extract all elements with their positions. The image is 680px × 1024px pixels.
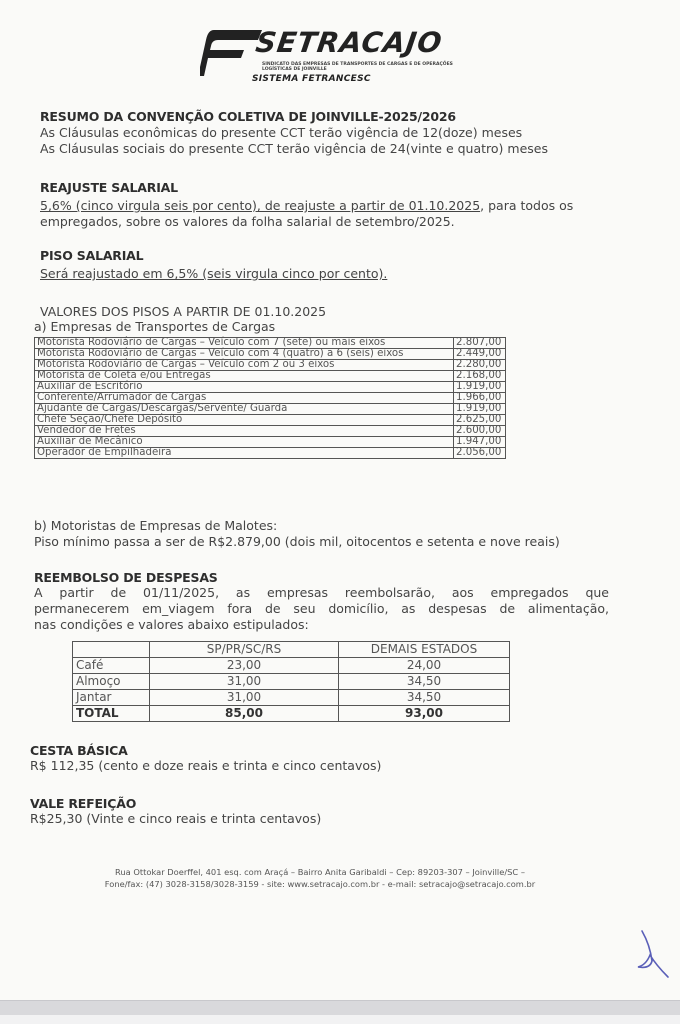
reembolso-table	[72, 641, 510, 722]
piso-role: Motorista Rodoviário de Cargas – Veículo com 2 ou 3 eixos	[35, 360, 454, 371]
piso-row	[35, 448, 506, 459]
piso-row	[35, 426, 506, 437]
valores-heading: VALORES DOS PISOS A PARTIR DE 01.10.2025	[40, 304, 327, 319]
piso-value: 1.947,00	[454, 437, 506, 448]
piso-row	[35, 371, 506, 382]
piso-text: Será reajustado em 6,5% (seis virgula cinco por cento).	[40, 266, 388, 281]
piso-value: 2.600,00	[454, 426, 506, 437]
piso-section	[40, 248, 387, 282]
viewer-bottom-strip	[0, 1015, 680, 1024]
setracajo-logo	[200, 18, 480, 88]
piso-row	[35, 415, 506, 426]
meal-label: Café	[73, 658, 150, 674]
reembolso-header-sul: SP/PR/SC/RS	[150, 642, 339, 658]
piso-row	[35, 393, 506, 404]
piso-value: 1.966,00	[454, 393, 506, 404]
reembolso-header-row	[73, 642, 510, 658]
piso-value: 2.449,00	[454, 349, 506, 360]
reembolso-section	[34, 570, 609, 633]
vale-heading: VALE REFEIÇÃO	[30, 796, 137, 811]
valores-section	[40, 304, 326, 320]
logo-f-mark-icon	[200, 26, 262, 78]
meal-label: Almoço	[73, 674, 150, 690]
piso-role: Motorista de Coleta e/ou Entregas	[35, 371, 454, 382]
cesta-heading: CESTA BÁSICA	[30, 743, 128, 758]
footer-address: Rua Ottokar Doerffel, 401 esq. com Araçá – Bairro Anita Garibaldi – Cep: 89203-307 – Joinville/SC –	[115, 867, 525, 877]
malotes-text: Piso mínimo passa a ser de R$2.879,00 (dois mil, oitocentos e setenta e nove reais)	[34, 534, 560, 549]
piso-value: 2.807,00	[454, 338, 506, 349]
viewer-bottom-bar	[0, 1000, 680, 1015]
malotes-section	[34, 518, 560, 550]
piso-role: Auxiliar de Mecânico	[35, 437, 454, 448]
reembolso-header-blank	[73, 642, 150, 658]
summary-section	[40, 109, 548, 157]
letterhead-footer	[60, 866, 580, 890]
summary-social-clauses: As Cláusulas sociais do presente CCT terão vigência de 24(vinte e quatro) meses	[40, 141, 548, 156]
pisos-table	[34, 337, 506, 459]
piso-row	[35, 437, 506, 448]
logo-subtitle: SINDICATO DAS EMPRESAS DE TRANSPORTES DE CARGAS E DE OPERAÇÕES LOGÍSTICAS DE JOINVILLE	[262, 62, 453, 72]
reajuste-heading: REAJUSTE SALARIAL	[40, 180, 178, 195]
vale-section	[30, 796, 321, 827]
piso-role: Motorista Rodoviário de Cargas – Veículo com 4 (quatro) a 6 (seis) eixos	[35, 349, 454, 360]
total-label: TOTAL	[73, 706, 150, 722]
meal-value-demais: 24,00	[339, 658, 510, 674]
reembolso-text-line1: A partir de 01/11/2025, as empresas reembolsarão, aos empregados que	[34, 585, 609, 600]
reembolso-heading: REEMBOLSO DE DESPESAS	[34, 570, 218, 585]
reembolso-header-demais: DEMAIS ESTADOS	[339, 642, 510, 658]
piso-role: Chefe Seção/Chefe Depósito	[35, 415, 454, 426]
reajuste-section	[40, 180, 573, 230]
summary-title: RESUMO DA CONVENÇÃO COLETIVA DE JOINVILLE-2025/2026	[40, 109, 456, 124]
piso-value: 2.056,00	[454, 448, 506, 459]
piso-role: Operador de Empilhadeira	[35, 448, 454, 459]
logo-wordmark: SETRACAJO	[253, 26, 445, 59]
reembolso-row	[73, 690, 510, 706]
piso-role: Motorista Rodoviário de Cargas – Veículo com 7 (sete) ou mais eixos	[35, 338, 454, 349]
footer-contact: Fone/fax: (47) 3028-3158/3028-3159 - site: www.setracajo.com.br - e-mail: setracajo@setracajo.com.br	[104, 879, 536, 889]
cesta-text: R$ 112,35 (cento e doze reais e trinta e cinco centavos)	[30, 758, 382, 773]
piso-role: Ajudante de Cargas/Descargas/Servente/ Guarda	[35, 404, 454, 415]
piso-row	[35, 360, 506, 371]
piso-value: 2.168,00	[454, 371, 506, 382]
piso-role: Vendedor de Fretes	[35, 426, 454, 437]
meal-value-sul: 23,00	[150, 658, 339, 674]
malotes-heading: b) Motoristas de Empresas de Malotes:	[34, 518, 278, 533]
total-value-sul: 85,00	[150, 706, 339, 722]
meal-label: Jantar	[73, 690, 150, 706]
reajuste-text-continuation: , para todos os	[480, 198, 574, 213]
meal-value-demais: 34,50	[339, 690, 510, 706]
piso-value: 1.919,00	[454, 382, 506, 393]
total-value-demais: 93,00	[339, 706, 510, 722]
piso-role: Conferente/Arrumador de Cargas	[35, 393, 454, 404]
piso-row	[35, 404, 506, 415]
reembolso-total-row	[73, 706, 510, 722]
meal-value-sul: 31,00	[150, 690, 339, 706]
reembolso-text-line3: nas condições e valores abaixo estipulados:	[34, 617, 309, 632]
piso-row	[35, 382, 506, 393]
valores-subheading-wrap	[34, 319, 275, 335]
reajuste-text-line2: empregados, sobre os valores da folha salarial de setembro/2025.	[40, 214, 455, 229]
handwritten-signature	[620, 925, 680, 985]
piso-heading: PISO SALARIAL	[40, 248, 144, 263]
piso-role: Auxiliar de Escritório	[35, 382, 454, 393]
valores-subheading: a) Empresas de Transportes de Cargas	[34, 319, 276, 334]
piso-row	[35, 349, 506, 360]
cesta-section	[30, 743, 381, 774]
reembolso-row	[73, 658, 510, 674]
reajuste-underlined-text: 5,6% (cinco virgula seis por cento), de reajuste a partir de 01.10.2025	[40, 198, 481, 213]
reembolso-text-line2: permanecerem em_viagem fora de seu domicílio, as despesas de alimentação,	[34, 601, 609, 616]
piso-row	[35, 338, 506, 349]
vale-text: R$25,30 (Vinte e cinco reais e trinta centavos)	[30, 811, 322, 826]
piso-value: 2.280,00	[454, 360, 506, 371]
meal-value-sul: 31,00	[150, 674, 339, 690]
piso-value: 2.625,00	[454, 415, 506, 426]
summary-economic-clauses: As Cláusulas econômicas do presente CCT terão vigência de 12(doze) meses	[40, 125, 523, 140]
reembolso-row	[73, 674, 510, 690]
meal-value-demais: 34,50	[339, 674, 510, 690]
logo-system-name: SISTEMA FETRANCESC	[252, 74, 371, 84]
piso-value: 1.919,00	[454, 404, 506, 415]
